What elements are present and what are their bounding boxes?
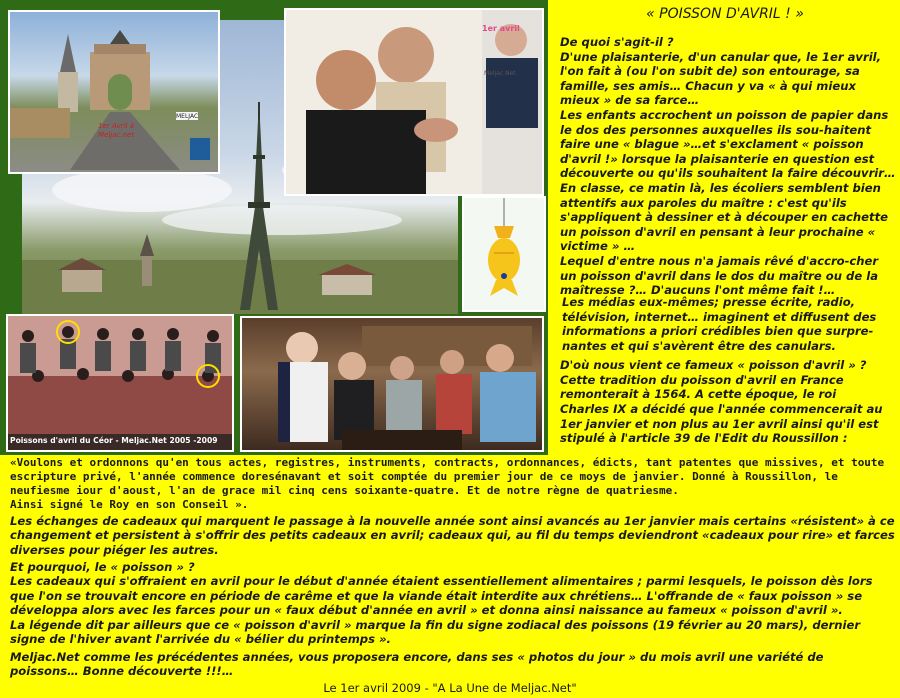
triumphal-arch-drawing bbox=[10, 12, 218, 172]
media-text bbox=[562, 295, 898, 353]
origin-paragraph: D'où nous vient ce fameux « poisson d'avril » ? Cette tradition du poisson d'avril en France remonterait à 1564. A cette époque, le roi bbox=[560, 358, 867, 402]
men-drawing bbox=[286, 10, 542, 194]
poster-small-text: Meljac.Net bbox=[484, 70, 516, 77]
edict-quote bbox=[10, 456, 896, 512]
team-drawing bbox=[8, 316, 232, 434]
bar-photo bbox=[240, 316, 544, 452]
arch-photo bbox=[8, 10, 220, 174]
gifts-paragraph: Les échanges de cadeaux qui marquent le passage à la nouvelle année sont ainsi avancés au 1er janvier mais certains «résistent» à ce changement et persistent à s'offrir des petits cadeaux en avril; cadeaux qui, au fil du temps deviendront «cadeaux pour rire» et farces diverses pour piéger les autres. bbox=[10, 514, 895, 557]
fish-icon bbox=[464, 198, 544, 310]
why-fish-text bbox=[10, 560, 896, 646]
poster-text: 1er avril bbox=[482, 24, 520, 33]
charles-text bbox=[560, 402, 896, 446]
closing-paragraph: Meljac.Net comme les précédentes années, vous proposera encore, dans ses « photos du jour » du mois avril une variété de poissons… Bonne découverte !!!… bbox=[10, 650, 824, 679]
charles-paragraph: Charles IX a décidé que l'année commencerait au 1er janvier et non plus au 1er avril ainsi qu'il est stipulé à l'article 39 de l'Edit du Roussillon : bbox=[560, 402, 883, 446]
origin-text bbox=[560, 358, 896, 402]
men-with-poster-photo bbox=[284, 8, 544, 196]
team-caption: Poissons d'avril du Céor - Meljac.Net 2005 -2009 bbox=[10, 436, 218, 445]
media-paragraph: Les médias eux-mêmes; presse écrite, radio, télévision, internet… imaginent et diffusent des informations a priori crédibles bien que surpre-nantes et qui s'avèrent être des canulars. bbox=[562, 295, 877, 353]
page-title: « POISSON D'AVRIL ! » bbox=[646, 6, 804, 22]
closing-text bbox=[10, 650, 896, 679]
photo-collage bbox=[0, 0, 548, 455]
bar-drawing bbox=[242, 318, 542, 450]
gifts-text bbox=[10, 514, 896, 557]
village-sign: MELJAC bbox=[176, 113, 199, 120]
intro-paragraph: De quoi s'agit-il ? D'une plaisanterie, d'un canular que, le 1er avril, l'on fait à (ou l'on subit de) son entourage, sa famille, ses amis… Chacun y va « à qui mieux mieux » de sa farce… Les enfants accrochent un poisson de papier dans le dos des personnes auxquelles ils sou-haitent faire une « blague »…et s'exclament « poisson d'avril !» lorsque la plaisanterie en question est découverte ou qu'ils souhaitent la faire découvrir… En classe, ce matin là, les écoliers semblent bien attentifs aux paroles du maître : c'est qu'ils s'appliquent à dessiner et à découper en cachette un poisson d'avril en pensant à leur prochaine « victime » … Lequel d'entre nous n'a jamais rêvé d'accro-cher un poisson d'avril dans le dos du maître ou de la maîtresse ?… D'aucuns l'ont même fait !… bbox=[560, 35, 896, 298]
arch-caption: 1er Avril à Meljac.net bbox=[98, 122, 135, 139]
why-fish-paragraph: Et pourquoi, le « poisson » ? Les cadeaux qui s'offraient en avril pour le début d'année étaient essentiellement alimentaires ; parmi lesquels, le poisson dès lors que l'on se trouvait encore en période de carême et que la viande était interdite aux chrétiens… L'offrande de « faux poisson » se développa alors avec les farces pour un « faux début d'année en avril » et donna ainsi naissance au fameux « poisson d'avril ». La légende dit par ailleurs que ce « poisson d'avril » marque la fin du signe zodiacal des poissons (19 février au 20 mars), dernier signe de l'hiver avant l'arrivée du « bélier du printemps ». bbox=[10, 560, 873, 647]
page-footer: Le 1er avril 2009 - "A La Une de Meljac.Net" bbox=[323, 681, 577, 695]
football-team-photo bbox=[6, 314, 234, 452]
intro-text bbox=[560, 35, 896, 298]
edict-quote-text: «Voulons et ordonnons qu'en tous actes, registres, instruments, contracts, ordonnances, édicts, tant patentes que missives, et toute escripture privé, l'année commence doresénavant et soit comptée du premier jour de ce moys de janvier. Donné à Roussillon, le neufiesme iour d'aoust, l'an de grace mil cinq cens soixante-quatre. Et de notre règne de quatriesme. Ainsi signé le Roy en son Conseil ». bbox=[10, 456, 885, 511]
paper-fish-photo bbox=[462, 196, 546, 312]
